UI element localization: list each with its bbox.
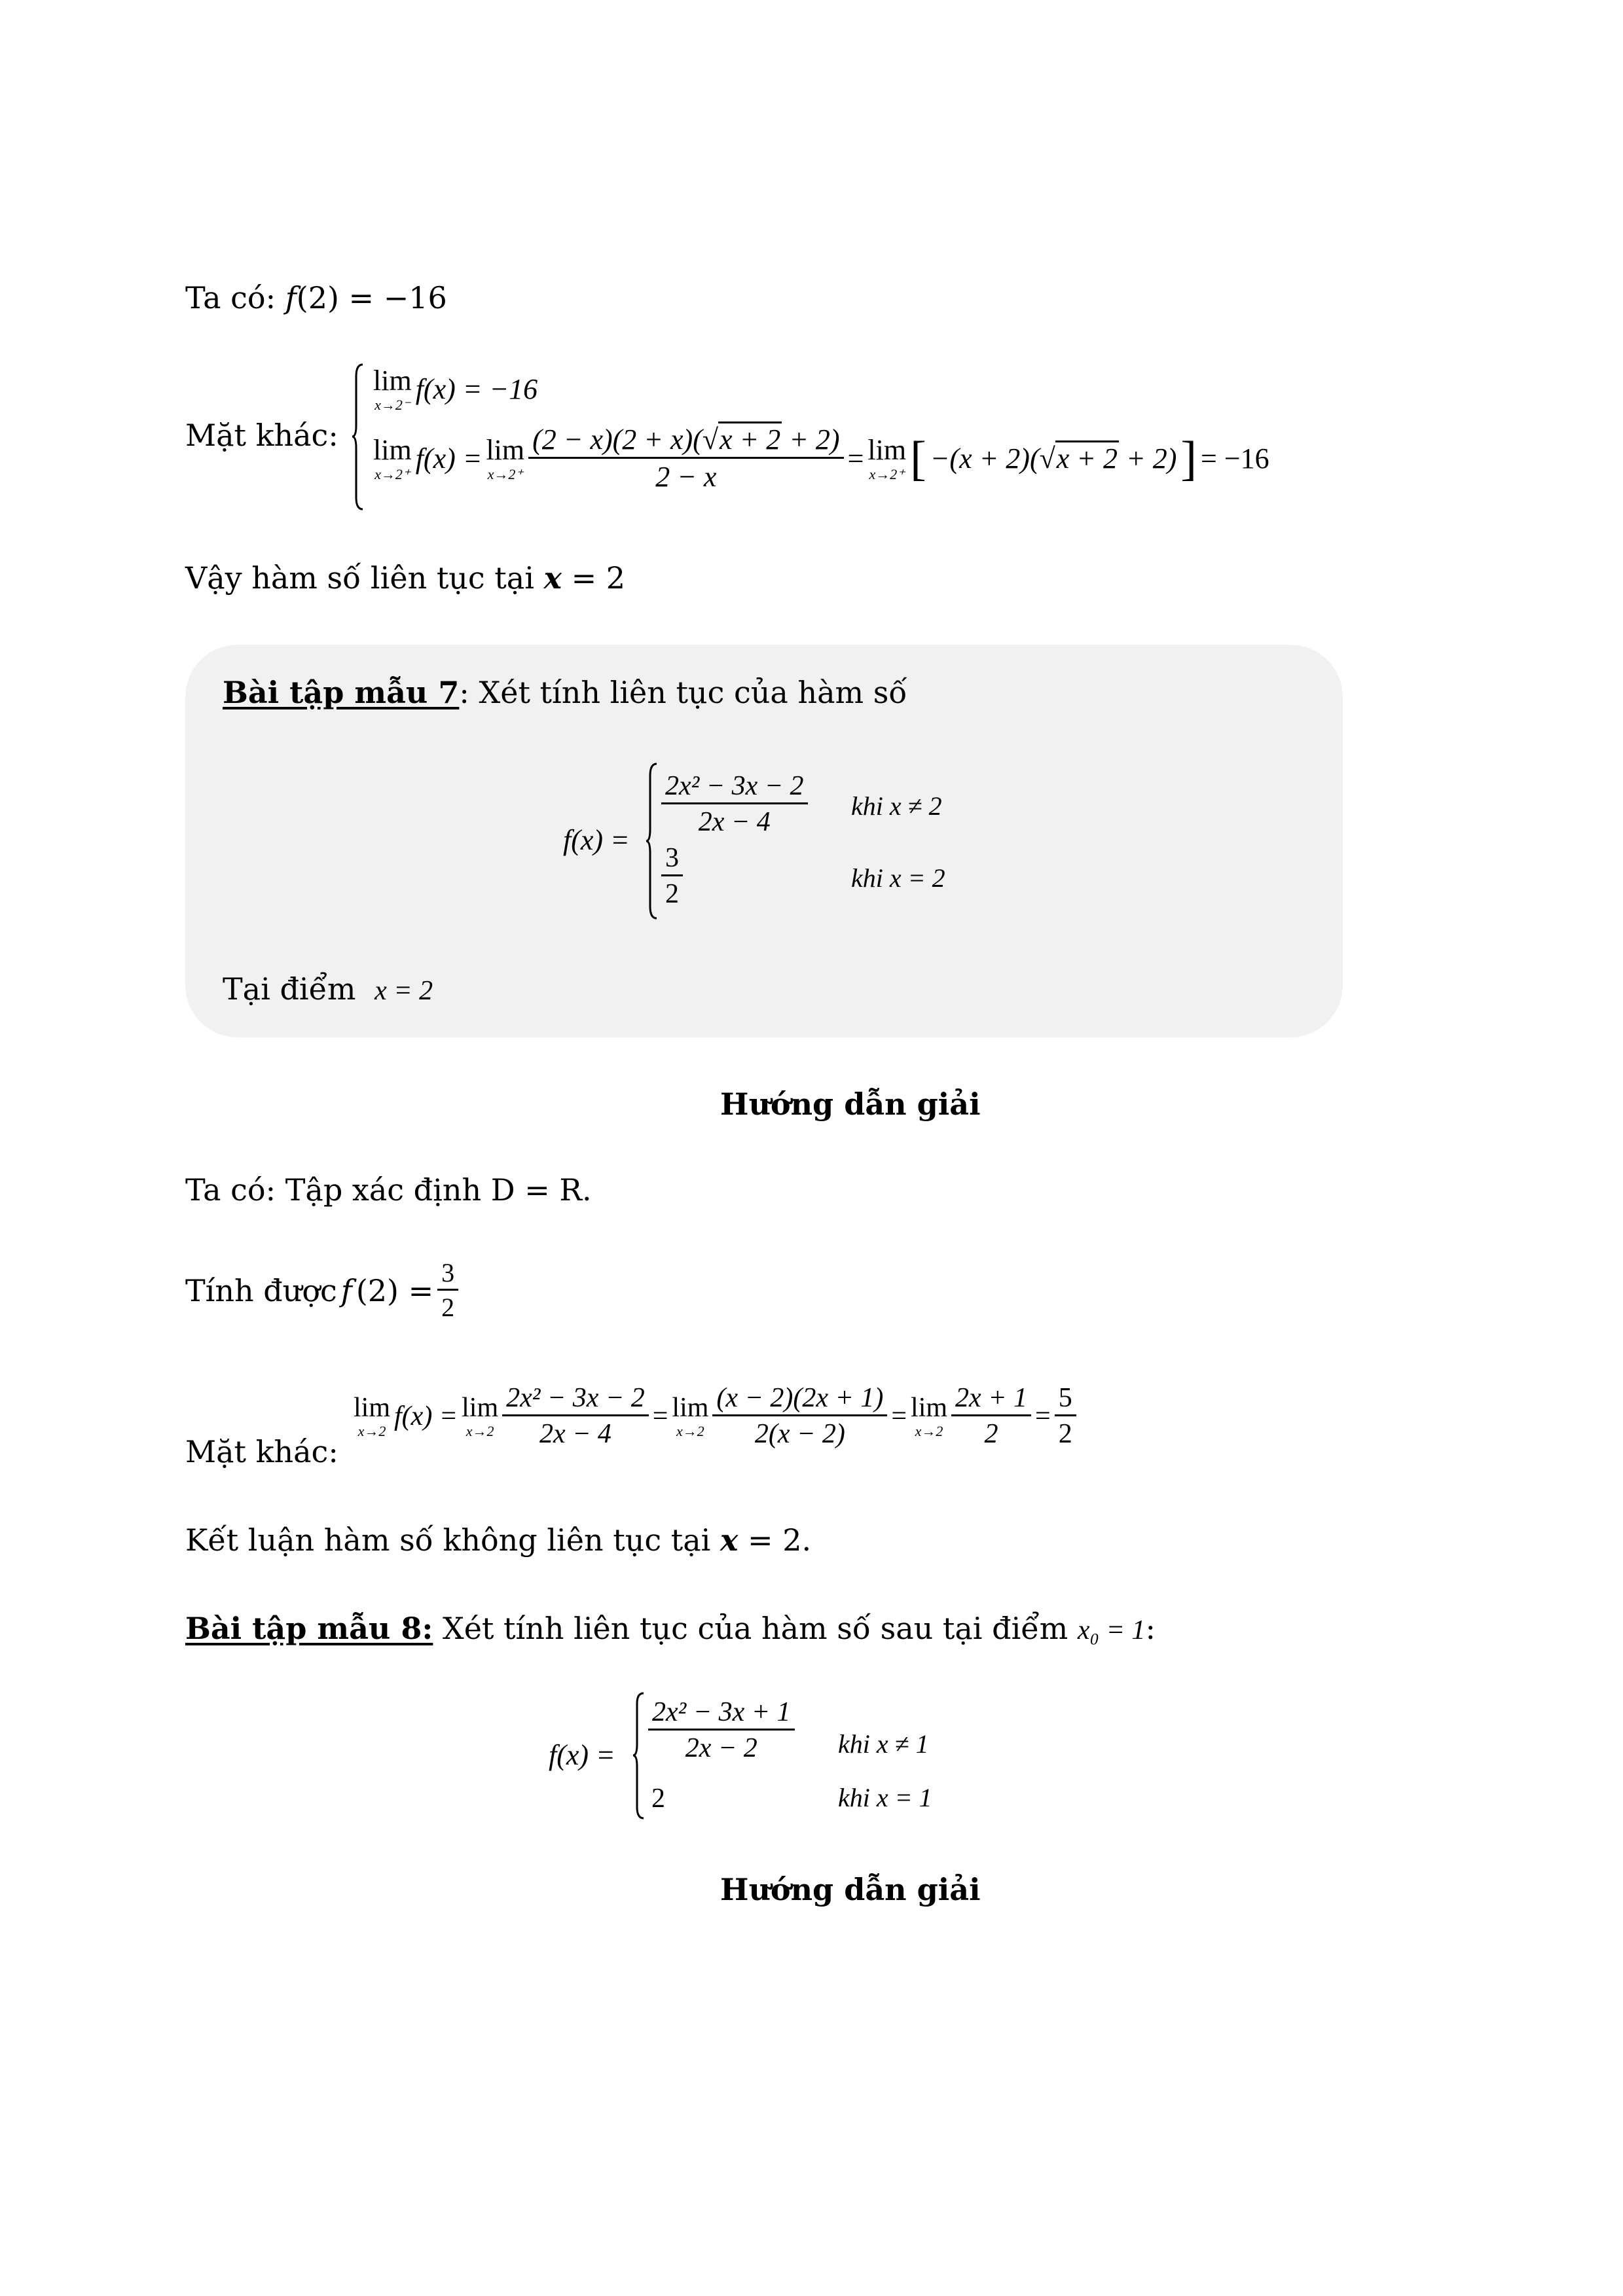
mat-khac-label-2: Mặt khác: bbox=[185, 1434, 338, 1469]
brace-icon bbox=[645, 762, 658, 920]
f8-case1-frac: $\frac{\text{2x² − 3x + 1}}{2x - 2}$ bbox=[648, 1698, 795, 1762]
f7-case1-cond: khi x ≠ 2 bbox=[851, 791, 942, 821]
left-brace-7 bbox=[645, 762, 658, 920]
point-value: x = 2 bbox=[374, 976, 433, 1006]
x0-value: x₀ = 1 bbox=[1077, 1615, 1146, 1645]
lim-c: lim x→2 bbox=[672, 1392, 709, 1439]
lim-b: lim x→2 bbox=[462, 1392, 499, 1439]
lim-right-fx: f(x) = bbox=[415, 442, 483, 475]
point-label: Tại điểm bbox=[223, 971, 356, 1007]
lim-3: lim x→2⁺ bbox=[867, 433, 907, 482]
f2-line: Tính được f (2) = $\frac{3}{2}$ bbox=[185, 1260, 458, 1321]
lim-right: lim x→2⁺ bbox=[373, 433, 412, 482]
point-line bbox=[223, 971, 433, 1007]
solution-heading-1: Hướng dẫn giải bbox=[720, 1086, 981, 1122]
example-7-heading: Bài tập mẫu 7 bbox=[223, 675, 460, 710]
f7-case1-frac: $\frac{\text{2x² − 3x − 2}}{2x - 4}$ bbox=[661, 772, 808, 836]
bracket-content: −(x + 2)(√x + 2 + 2) bbox=[930, 444, 1177, 473]
lim-left-value: f(x) = −16 bbox=[415, 373, 538, 405]
brace-icon bbox=[351, 363, 364, 511]
ta-co-label: Ta có: bbox=[185, 280, 285, 315]
f7-label: f(x) = bbox=[563, 824, 630, 856]
open-bracket: [ bbox=[910, 431, 926, 486]
left-brace-8 bbox=[632, 1692, 645, 1820]
example-8-line: Bài tập mẫu 8: Xét tính liên tục của hàm số sau tại điểm x₀ = 1: bbox=[185, 1611, 1156, 1646]
f7-case2-cond: khi x = 2 bbox=[851, 863, 945, 893]
conclusion-2: Kết luận hàm số không liên tục tại x = 2. bbox=[185, 1522, 812, 1558]
limit-chain: lim x→2 f(x) = lim x→2 $\frac{\text{2x² − 3x − 2}}{2x - 4}$ = lim x→2 $\frac{(x - 2)(2x + 1)}{2(x - 2)}$ = lim x→2 $\frac{2x + 1}{2}$ = $\frac{5}{2}$ bbox=[354, 1384, 1076, 1448]
chain-frac-1: $\frac{\text{2x² − 3x − 2}}{2x - 4}$ bbox=[502, 1384, 649, 1448]
chain-frac-3: $\frac{2x + 1}{2}$ bbox=[951, 1384, 1031, 1448]
close-bracket: ] bbox=[1180, 431, 1197, 486]
lim-2: lim x→2⁺ bbox=[486, 433, 525, 482]
conclusion-1: Vậy hàm số liên tục tại x = 2 bbox=[185, 560, 626, 596]
solution-heading-2: Hướng dẫn giải bbox=[720, 1872, 981, 1907]
line-f2-value bbox=[185, 280, 447, 315]
f8-label: f(x) = bbox=[549, 1739, 615, 1771]
example-8-heading: Bài tập mẫu 8: bbox=[185, 1611, 433, 1646]
lim-left: lim x→2⁻ bbox=[373, 365, 412, 413]
f8-case2-val: 2 bbox=[651, 1784, 665, 1814]
left-brace-1 bbox=[351, 363, 364, 511]
result: = −16 bbox=[1201, 442, 1269, 475]
example-7-title bbox=[223, 677, 907, 708]
f8-case1-cond: khi x ≠ 1 bbox=[838, 1729, 929, 1759]
f2-value: (2) = −16 bbox=[296, 280, 447, 315]
chain-frac-4: $\frac{5}{2}$ bbox=[1055, 1384, 1076, 1448]
example-7-prompt: : Xét tính liên tục của hàm số bbox=[459, 675, 907, 710]
brace-icon bbox=[632, 1692, 645, 1820]
lim-right-row bbox=[373, 425, 1269, 492]
equals-2: = bbox=[847, 442, 864, 475]
f-symbol: f bbox=[285, 280, 297, 315]
lim-d: lim x→2 bbox=[911, 1392, 948, 1439]
f2-frac: $\frac{3}{2}$ bbox=[437, 1260, 458, 1321]
mat-khac-label-1: Mặt khác: bbox=[185, 418, 338, 453]
lim-a: lim x→2 bbox=[354, 1392, 391, 1439]
domain-line: Ta có: Tập xác định D = R. bbox=[185, 1172, 592, 1208]
fraction-1: $\frac{(2 - x)(2 + x)(√x + 2 + 2)}{2 - x}$ bbox=[528, 425, 843, 492]
chain-frac-2: $\frac{(x - 2)(2x + 1)}{2(x - 2)}$ bbox=[712, 1384, 887, 1448]
f8-case2-cond: khi x = 1 bbox=[838, 1783, 932, 1812]
f7-case2-frac: $\frac{3}{2}$ bbox=[661, 844, 683, 908]
lim-left-row bbox=[373, 367, 538, 412]
